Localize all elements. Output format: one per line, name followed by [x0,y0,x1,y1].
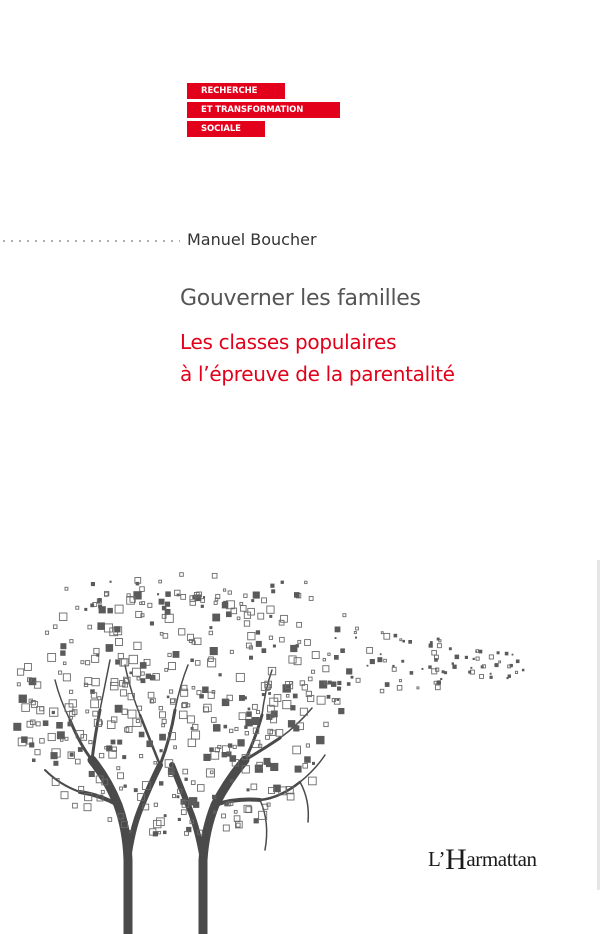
subtitle-line-1: Les classes populaires [180,330,397,354]
series-line-2: ET TRANSFORMATION [187,102,340,118]
publisher-initial: H [445,843,467,876]
series-line-1: RECHERCHE [187,83,285,99]
series-label [187,83,347,140]
publisher-prefix: L’ [428,847,446,871]
series-line-3: SOCIALE [187,121,265,137]
publisher-logo [428,843,537,877]
publisher-rest: armattan [466,847,537,871]
leaf-squares [13,573,524,837]
tree-icon [0,560,600,934]
author-name: Manuel Boucher [187,230,317,249]
dotted-divider [0,240,180,242]
book-title: Gouverner les familles [180,286,421,311]
subtitle-line-2: à l’épreuve de la parentalité [180,362,455,386]
book-subtitle [180,326,455,390]
